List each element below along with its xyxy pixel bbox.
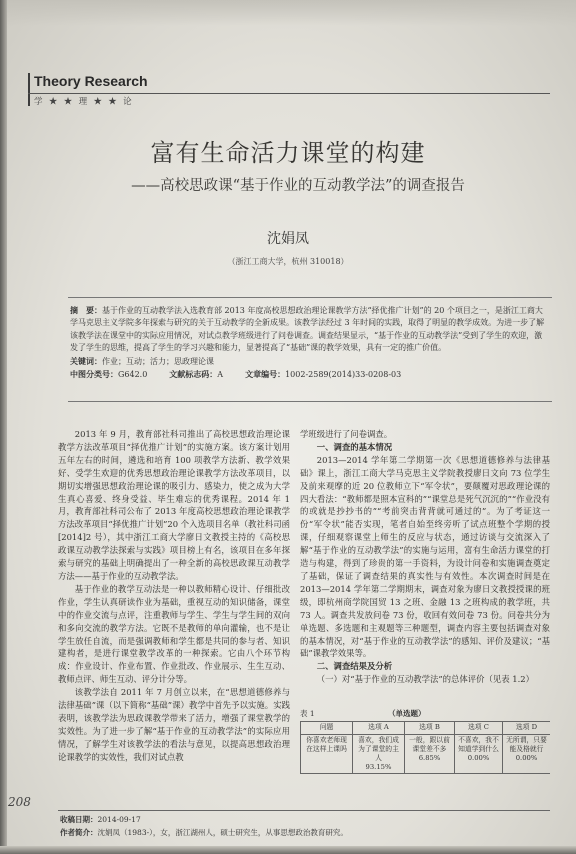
- article-no-group: [245, 370, 401, 379]
- body-paragraph: 基于作业的教学互动法是一种以教师精心设计、仔细批改作业，学生认真研读作业为基础，重视互动的知识储备，课堂中的作业交流与点评，注重教师与学生、学生与学生间的双向和多向交流的教学方法。它既不是教师的单向灌输，也不是让学生放任自流，而是强调教师和学生都是共同的参与者、知识建构者，是进行课堂教学改革的一种探索。它由八个环节构成：作业设计、作业布置、作业批改、作业展示、生生互动、教师点评、师生互动、评分计分等。: [58, 583, 290, 685]
- table-option-cell: [455, 735, 503, 774]
- received-label: 收稿日期：: [60, 815, 98, 824]
- article-no-label: 文章编号：: [245, 369, 286, 380]
- table-header-cell: 选项 C: [455, 722, 503, 735]
- photo-edge-bottom: [0, 846, 576, 854]
- table-header-cell: 选项 D: [503, 722, 551, 735]
- bio-label: 作者简介：: [60, 828, 98, 837]
- survey-table: [300, 721, 550, 774]
- doc-code-group: [169, 370, 223, 379]
- header-rule: [28, 93, 550, 94]
- photo-edge-top: [0, 0, 576, 26]
- option-percent: 0.00%: [515, 754, 538, 762]
- keywords-label: 关键词：: [70, 355, 102, 366]
- clc-value: G642.0: [118, 370, 148, 380]
- table-option-cell: [353, 735, 405, 774]
- option-text: 喜欢，我们成为了课堂的主人: [358, 736, 399, 762]
- doc-code-label: 文献标志码：: [169, 369, 218, 380]
- table-option-cell: [503, 735, 551, 774]
- article-title: 富有生命活力课堂的构建: [150, 139, 426, 167]
- doc-code-value: A: [217, 370, 224, 380]
- author-bio-line: [60, 827, 550, 838]
- table-row: [301, 735, 551, 774]
- clc-group: [70, 370, 147, 379]
- option-text: 无所谓，只要能及格就行: [506, 736, 547, 753]
- table-question-cell: 你喜欢老师现在这样上课吗: [301, 735, 353, 774]
- author-affiliation: （浙江工商大学，杭州 310018）: [227, 257, 349, 266]
- option-percent: 93.15%: [365, 763, 392, 771]
- footer-rule: [58, 810, 550, 811]
- abstract-block: [68, 297, 552, 402]
- article-subtitle: ——高校思政课“基于作业的互动教学法”的调查报告: [131, 178, 465, 194]
- table-caption: [300, 708, 550, 720]
- clc-label: 中图分类号：: [70, 369, 118, 380]
- photo-edge-left: [0, 0, 7, 854]
- option-percent: 6.85%: [418, 754, 441, 762]
- table-number: 表 1: [300, 709, 315, 718]
- option-percent: 0.00%: [467, 754, 490, 762]
- author-name: 沈娟凤: [267, 231, 309, 247]
- option-text: 一般，跟以前课堂差不多: [409, 736, 450, 753]
- classification-line: [70, 368, 550, 381]
- header-vertical-rule: [28, 73, 30, 106]
- table-header-cell: 选项 B: [405, 722, 455, 735]
- option-text: 不喜欢，我不知道学到什么: [458, 736, 499, 753]
- author-bio: 沈娟凤（1983-），女，浙江湖州人，硕士研究生，从事思想政治教育研究。: [97, 828, 348, 837]
- section-title: Theory Research: [34, 73, 148, 89]
- table-option-cell: [405, 735, 455, 774]
- section-heading: 一、调查的基本情况: [316, 441, 393, 452]
- table-header-cell: 选项 A: [353, 722, 405, 735]
- keywords-line: [70, 355, 550, 368]
- abstract-paragraph: [70, 304, 550, 355]
- table-header-cell: 问题: [301, 722, 353, 735]
- abstract-text: 基于作业的互动教学法入选教育部 2013 年度高校思想政治理论课教学方法“择优推广计划”的 20 个项目之一，是浙江工商大学马克思主义学院多年探索与研究的关于互动教学的全新成果。该教学法经过 3 年时间的实践，取得了明显的教学成效。为进一步了解该教学法在课堂中的实际应用情况，对试点教学班级进行了问卷调查。调查结果显示，“基于作业的互动教学法”受到了学生的欢迎，激发了学生的思维，提高了学生的学习兴趣和能力，显著提高了“基础”课的教学效果，具有一定的推广价值。: [70, 306, 545, 353]
- section-subtitle: 学 ★ ★ 理 ★ ★ 论: [34, 96, 134, 106]
- page-number: 208: [8, 795, 31, 809]
- received-date: 2014-09-17: [97, 815, 141, 824]
- table-header-row: [301, 722, 551, 735]
- survey-table-wrapper: [300, 721, 550, 793]
- body-right-column: [300, 428, 550, 710]
- abstract-label: 摘 要：: [70, 305, 102, 315]
- keywords-text: 作业；互动；活力；思政理论课: [102, 356, 214, 366]
- table-type: （单选题）: [388, 709, 426, 718]
- body-paragraph: 2013 年 9 月，教育部社科司推出了高校思想政治理论课教学方法改革项目“择优推广计划”的实施方案。该方案计划用五年左右的时间，遴选和培育 100 项教学方法新、教学效果好、受学生欢迎的优秀思想政治理论课教学方法改革项目，以期切实增强思想政治理论课的吸引力、感染力，使之成为大学生真心喜爱、终身受益、毕生难忘的优秀课程。2014 年 1 月，教育部社科司公布了 2013 年度高校思想政治理论课教学方法改革项目“择优推广计划”20 个入选项目名单（教社科司函[2014]2 号），其中浙江工商大学廖日文教授主持的《高校思政课互动教学法探索与实践》项目榜上有名，该项目在多年探索与研究的基础上明确提出了一种全新的高校思政课互动教学方法——基于作业的互动教学法。: [58, 429, 290, 581]
- subsection-heading: （一）对“基于作业的互动教学法”的总体评价（见表 1.2）: [316, 674, 534, 685]
- body-paragraph: 2013—2014 学年第二学期第一次《思想道德修养与法律基础》课上，浙江工商大学马克思主义学院教授廖日文向 73 位学生及前来观摩的近 20 位教师立下“军令状”，要颠覆对思政理论课的四大看法：“教师都是照本宣科的”“课堂总是死气沉沉的”“作业没有的或就是抄抄书的”“考前突击背背就可通过的”。为了考证这一份“军令状”能否实现，笔者自始至终旁听了试点班整个学期的授课，仔细观察课堂上师生的反应与状态，通过访谈与交流深入了解“基于作业的互动教学法”的实施与运用，富有生命活力课堂的打造与构建，得到了珍贵的第一手资料，为设计问卷和实施调查奠定了基础，保证了调查结果的真实性与有效性。本次调查时间是在 2013—2014 学年第二学期期末，调查对象为廖日文教授授课的班级，即杭州商学院国贸 13 之班、金融 13 之班构成的教学班，共 73 人。调查共发放问卷 73 份，收回有效问卷 73 份。问卷共分为单选题、多选题和主观题等三种题型，调查内容主要包括调查对象的基本情况，对“基于作业的互动教学法”的感知、评价及建议；“基础”课教学效果等。: [300, 454, 550, 659]
- body-paragraph-continuation: 学班级进行了问卷调查。: [300, 429, 393, 439]
- section-heading: 二、调查结果及分析: [316, 661, 393, 672]
- received-date-line: [60, 814, 550, 825]
- body-paragraph: 该教学法自 2011 年 7 月创立以来，在“思想道德修养与法律基础”课（以下简称“基础”课）教学中首先予以实施。实践表明，该教学法为思政课教学带来了活力，增强了课堂教学的实效性。为了进一步了解“基于作业的互动教学法”的实际应用情况，了解学生对该教学法的看法与意见，以提高思想政治理论课教学的实效性，我们对试点教: [58, 687, 290, 762]
- article-no-value: 1002-2589(2014)33-0208-03: [285, 370, 402, 380]
- body-left-column: [58, 428, 290, 800]
